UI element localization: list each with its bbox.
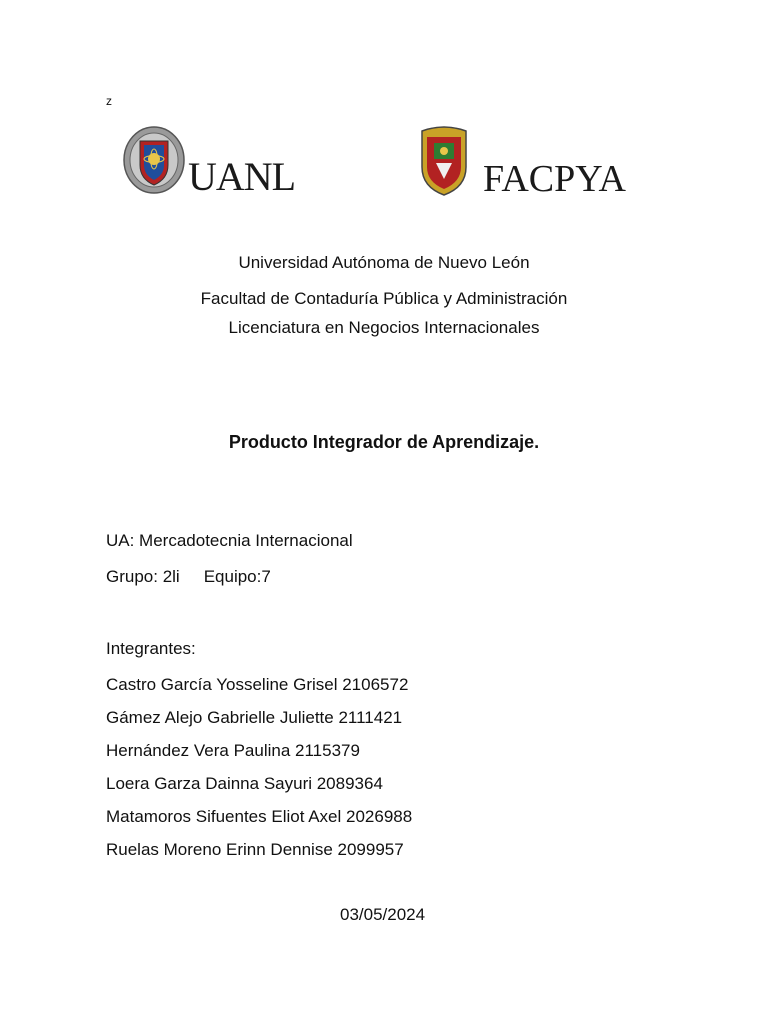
uanl-logo — [122, 125, 297, 200]
member-item: Gámez Alejo Gabrielle Juliette 2111421 — [106, 708, 403, 727]
member-list — [106, 675, 412, 873]
facpya-shield-icon — [416, 125, 472, 197]
university-name: Universidad Autónoma de Nuevo León — [238, 253, 530, 272]
document-date: 03/05/2024 — [340, 905, 426, 924]
faculty-name: Facultad de Contaduría Pública y Administración — [200, 289, 568, 308]
document-title: Producto Integrador de Aprendizaje. — [228, 432, 540, 452]
member-item: Castro García Yosseline Grisel 2106572 — [106, 675, 409, 694]
group-label: Grupo: 2li — [106, 567, 180, 586]
uanl-seal-icon — [122, 125, 186, 195]
members-heading: Integrantes: — [106, 639, 196, 658]
degree-name: Licenciatura en Negocios Internacionales — [228, 318, 540, 337]
facpya-wordmark: FACPYA — [483, 158, 626, 200]
team-label: Equipo:7 — [203, 567, 271, 586]
member-item: Loera Garza Dainna Sayuri 2089364 — [106, 774, 383, 793]
uanl-wordmark: UANL — [188, 154, 296, 199]
facpya-logo — [416, 125, 646, 200]
member-item: Hernández Vera Paulina 2115379 — [106, 741, 360, 760]
course-unit: UA: Mercadotecnia Internacional — [106, 531, 353, 550]
stray-mark: z — [106, 94, 112, 108]
member-item: Matamoros Sifuentes Eliot Axel 2026988 — [106, 807, 413, 826]
group-team-line — [106, 567, 271, 587]
member-item: Ruelas Moreno Erinn Dennise 2099957 — [106, 840, 404, 859]
